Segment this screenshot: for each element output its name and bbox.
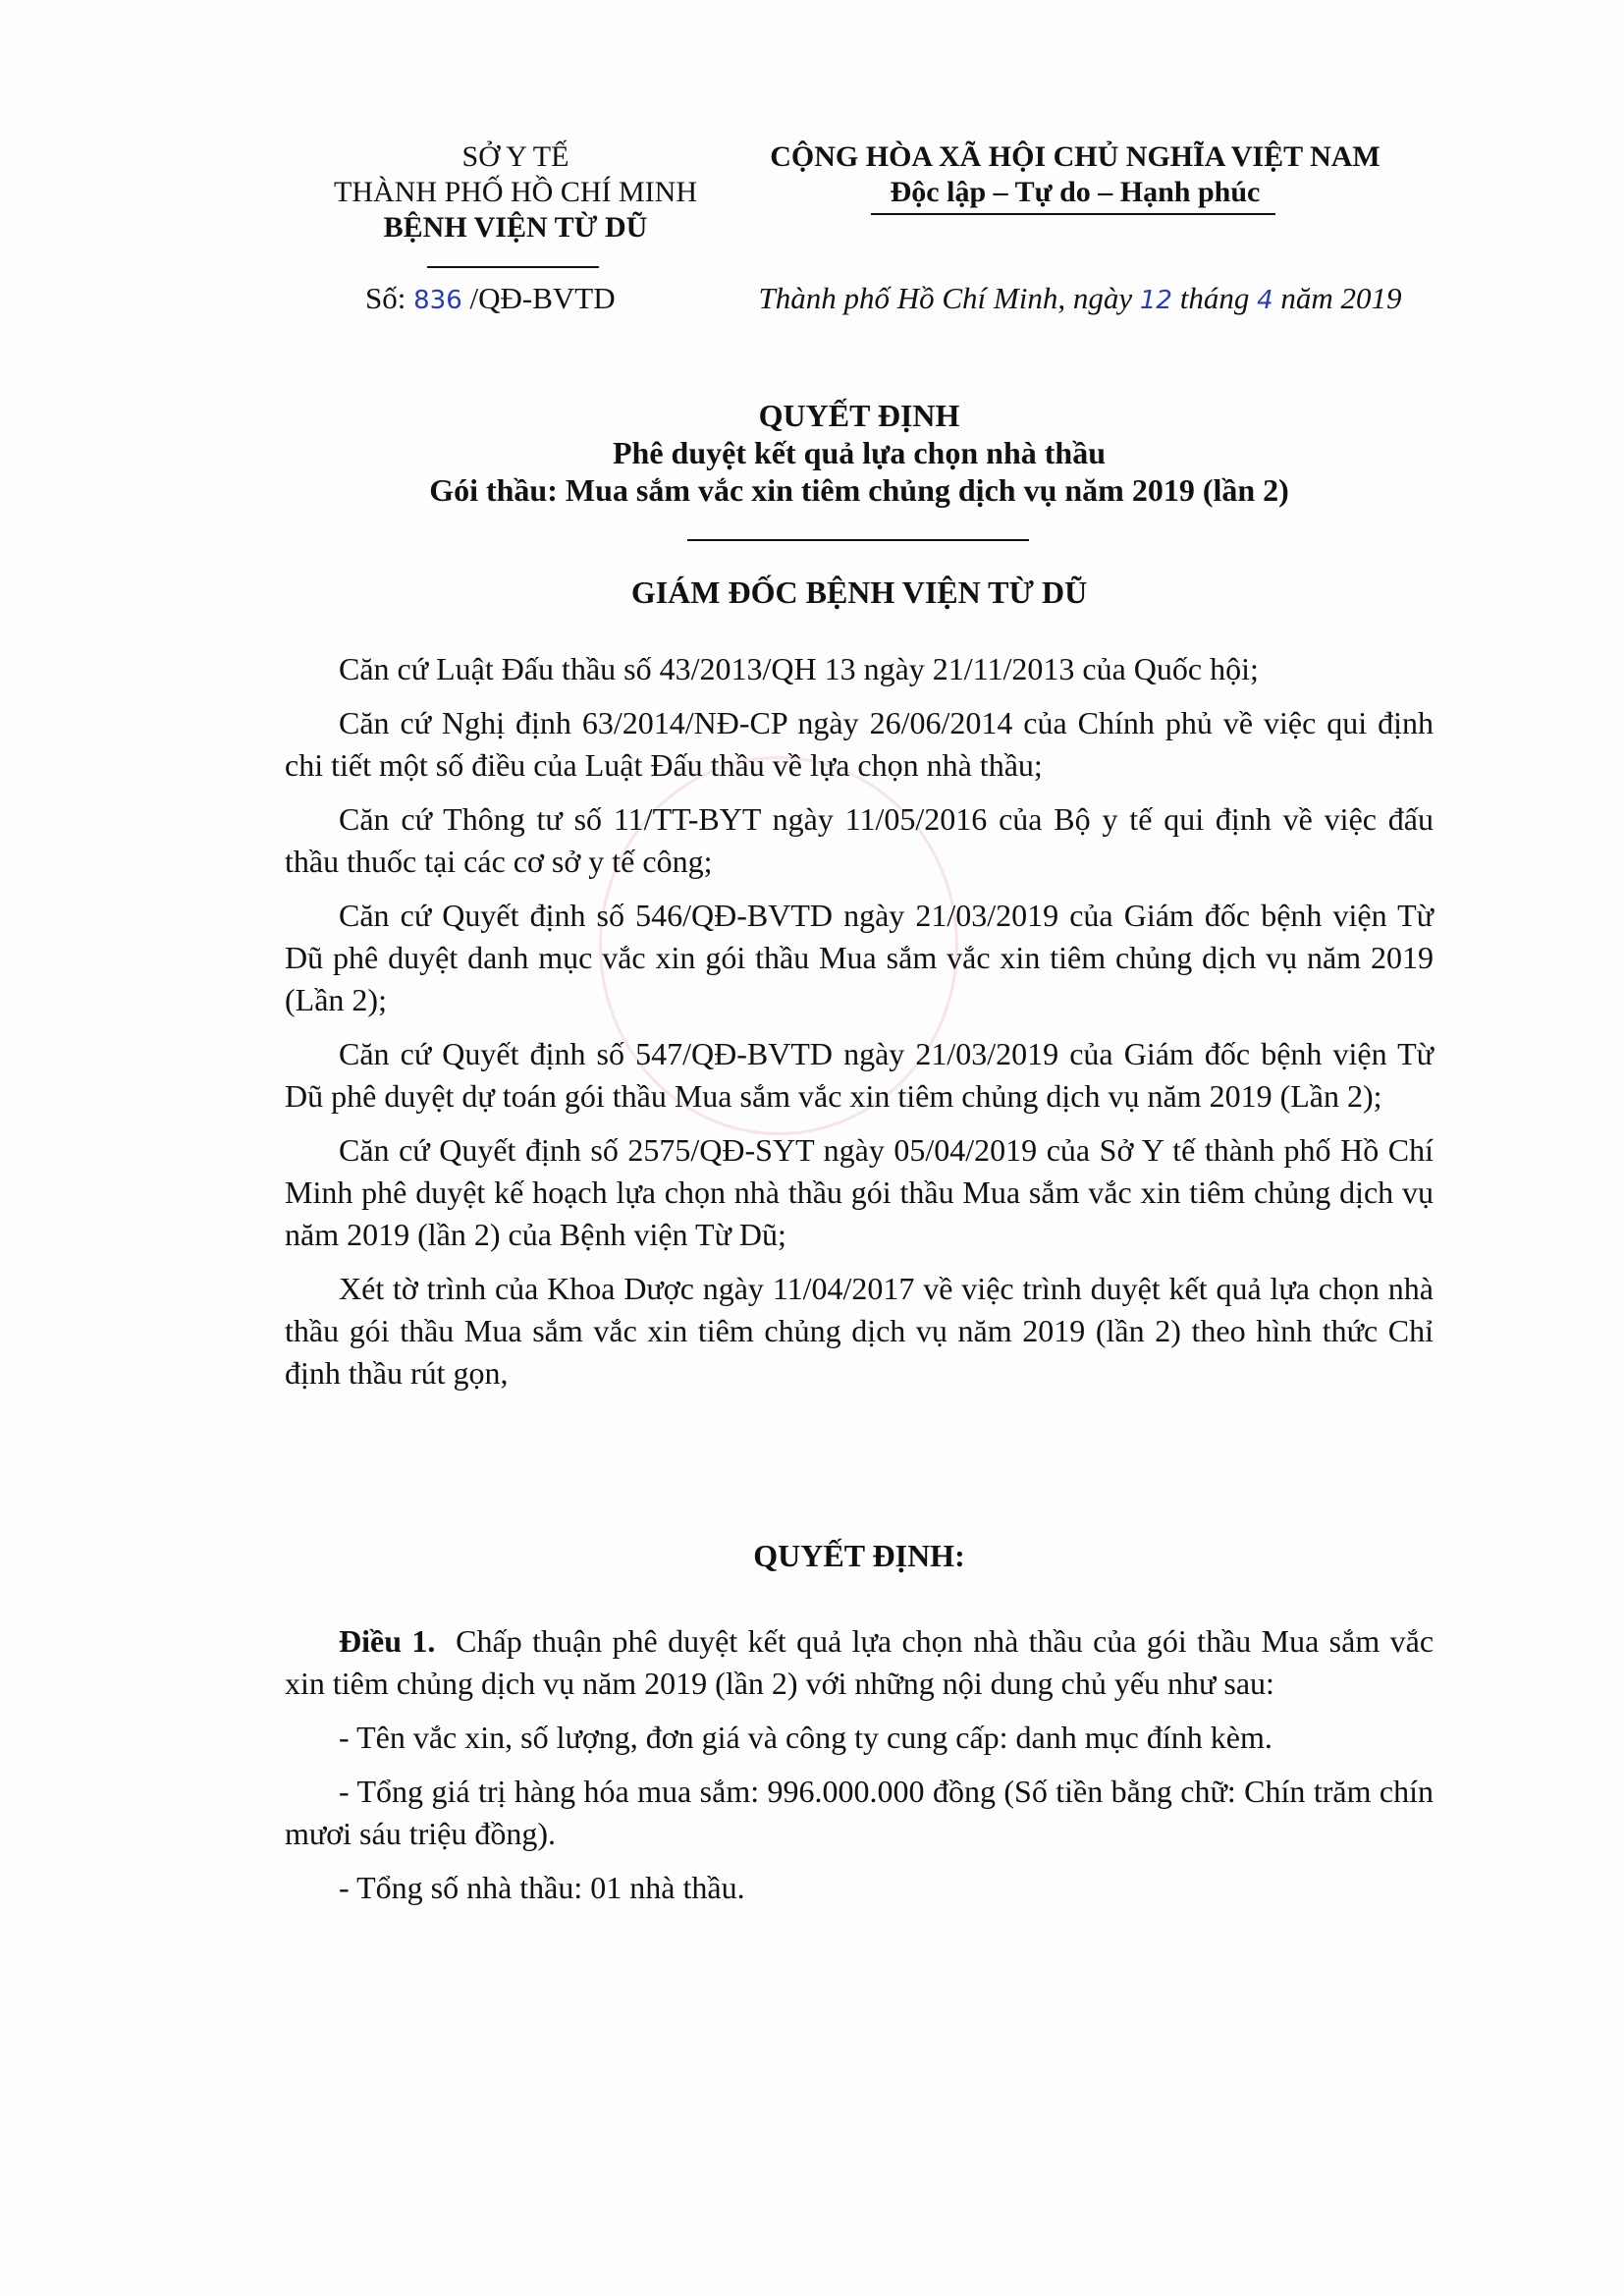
number-suffix: /QĐ-BVTD bbox=[469, 281, 616, 315]
preamble-paragraph: Căn cứ Quyết định số 547/QĐ-BVTD ngày 21/03/2019 của Giám đốc bệnh viện Từ Dũ phê duyệt dự toán gói thầu Mua sắm vắc xin tiêm chủng dịch vụ năm 2019 (Lần 2); bbox=[285, 1036, 1434, 1114]
article-1-item: - Tổng số nhà thầu: 01 nhà thầu. bbox=[339, 1870, 745, 1905]
preamble-paragraph: Căn cứ Quyết định số 2575/QĐ-SYT ngày 05/04/2019 của Sở Y tế thành phố Hồ Chí Minh phê duyệt kế hoạch lựa chọn nhà thầu gói thầu Mua sắm vắc xin tiêm chủng dịch vụ năm 2019 (lần 2) của Bệnh viện Từ Dũ; bbox=[285, 1132, 1434, 1252]
preamble-paragraph: Xét tờ trình của Khoa Dược ngày 11/04/2017 về việc trình duyệt kết quả lựa chọn nhà thầu gói thầu Mua sắm vắc xin tiêm chủng dịch vụ năm 2019 (lần 2) theo hình thức Chỉ định thầu rút gọn, bbox=[285, 1271, 1434, 1391]
decision-heading: QUYẾT ĐỊNH: bbox=[753, 1538, 965, 1573]
country-name: CỘNG HÒA XÃ HỘI CHỦ NGHĨA VIỆT NAM bbox=[770, 140, 1380, 173]
date-place: Thành phố Hồ Chí Minh, ngày bbox=[758, 281, 1133, 315]
preamble-paragraph: Căn cứ Thông tư số 11/TT-BYT ngày 11/05/2016 của Bộ y tế qui định về việc đấu thầu thuốc tại các cơ sở y tế công; bbox=[285, 801, 1434, 879]
issuing-authority bbox=[285, 139, 746, 246]
title-line-1: QUYẾT ĐỊNH bbox=[758, 398, 960, 433]
handwritten-number: 836 bbox=[413, 286, 462, 315]
article-1-item: - Tên vắc xin, số lượng, đơn giá và công ty cung cấp: danh mục đính kèm. bbox=[339, 1720, 1272, 1755]
number-prefix: Số: bbox=[365, 281, 406, 315]
left-header-underline bbox=[427, 266, 599, 268]
article-1-label: Điều 1. bbox=[339, 1623, 436, 1659]
issue-date bbox=[727, 281, 1434, 316]
preamble bbox=[285, 648, 1434, 1406]
article-1-text: Chấp thuận phê duyệt kết quả lựa chọn nhà thầu của gói thầu Mua sắm vắc xin tiêm chủng dịch vụ năm 2019 (lần 2) với những nội dung chủ yếu như sau: bbox=[285, 1623, 1435, 1701]
article-1 bbox=[285, 1620, 1434, 1921]
title-line-2: Phê duyệt kết quả lựa chọn nhà thầu bbox=[613, 435, 1106, 470]
article-1-item: - Tổng giá trị hàng hóa mua sắm: 996.000.000 đồng (Số tiền bằng chữ: Chín trăm chín mươi sáu triệu đồng). bbox=[285, 1774, 1434, 1851]
director-heading: GIÁM ĐỐC BỆNH VIỆN TỪ DŨ bbox=[630, 574, 1088, 610]
preamble-paragraph: Căn cứ Luật Đấu thầu số 43/2013/QH 13 ngày 21/11/2013 của Quốc hội; bbox=[339, 651, 1259, 686]
document-number bbox=[365, 281, 616, 316]
national-motto bbox=[746, 139, 1404, 210]
title-line-3: Gói thầu: Mua sắm vắc xin tiêm chủng dịch vụ năm 2019 (lần 2) bbox=[429, 472, 1289, 508]
handwritten-month: 4 bbox=[1257, 286, 1273, 315]
preamble-paragraph: Căn cứ Nghị định 63/2014/NĐ-CP ngày 26/06/2014 của Chính phủ về việc qui định chi tiết một số điều của Luật Đấu thầu về lựa chọn nhà thầu; bbox=[285, 705, 1434, 783]
preamble-paragraph: Căn cứ Quyết định số 546/QĐ-BVTD ngày 21/03/2019 của Giám đốc bệnh viện Từ Dũ phê duyệt danh mục vắc xin gói thầu Mua sắm vắc xin tiêm chủng dịch vụ năm 2019 (Lần 2); bbox=[285, 898, 1434, 1017]
authority-line-3: BỆNH VIỆN TỪ DŨ bbox=[383, 211, 648, 244]
handwritten-day: 12 bbox=[1139, 286, 1172, 315]
authority-line-1: SỞ Y TẾ bbox=[461, 140, 569, 173]
document-title bbox=[285, 397, 1434, 509]
date-year: năm 2019 bbox=[1280, 281, 1402, 315]
article-1-intro bbox=[285, 1620, 1434, 1705]
authority-line-2: THÀNH PHỐ HỒ CHÍ MINH bbox=[334, 176, 697, 208]
motto: Độc lập – Tự do – Hạnh phúc bbox=[890, 176, 1261, 208]
title-underline bbox=[687, 539, 1029, 541]
date-month-label: tháng bbox=[1179, 281, 1250, 315]
right-header-underline bbox=[871, 213, 1275, 215]
